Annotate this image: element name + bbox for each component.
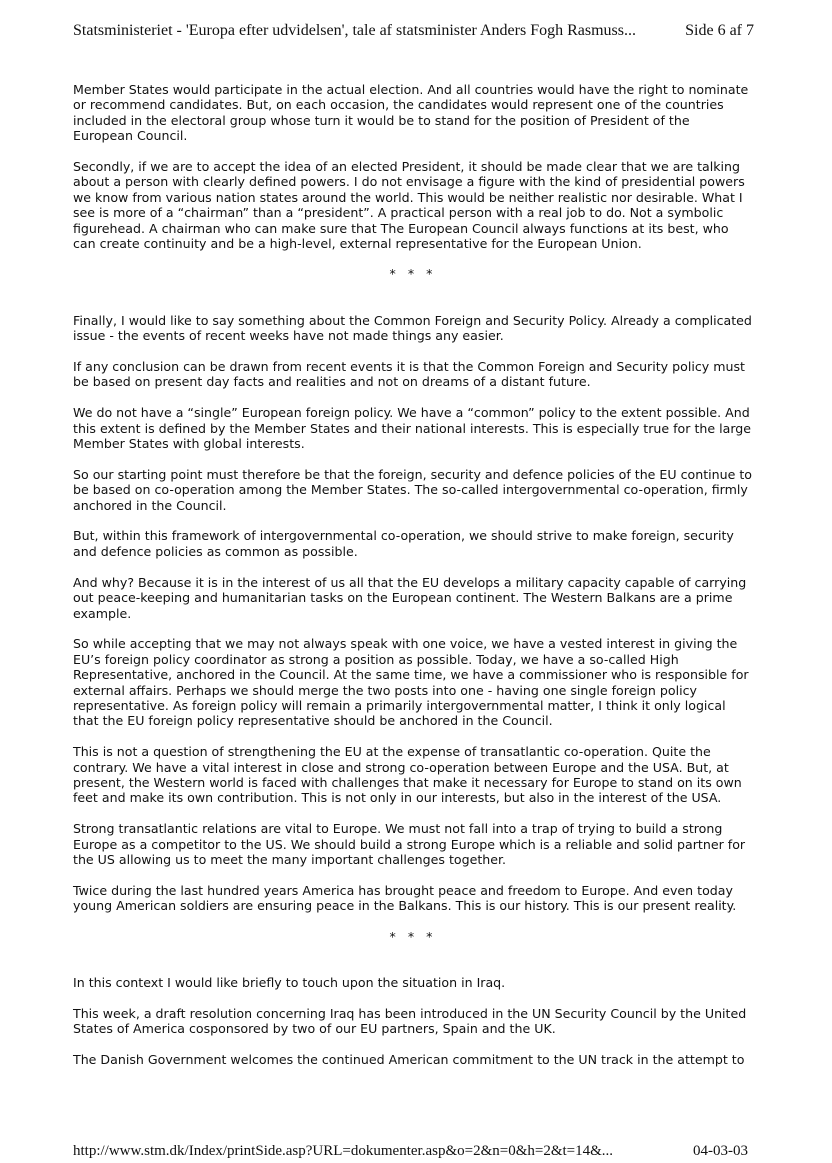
paragraph: But, within this framework of intergovernmental co-operation, we should strive to make foreign, security and defence policies as common as possible. [73,528,734,559]
paragraph: In this context I would like briefly to touch upon the situation in Iraq. [73,974,506,990]
document-title: Statsministeriet - 'Europa efter udvidelsen', tale af statsminister Anders Fogh Rasmuss... [73,22,636,39]
page-number: Side 6 af 7 [685,22,754,39]
paragraph: Twice during the last hundred years America has brought peace and freedom to Europe. And even today young American soldiers are ensuring peace in the Balkans. This is our history. This is our present reality. [73,882,737,914]
section-separator: * * * [389,928,437,944]
paragraph: Finally, I would like to say something about the Common Foreign and Security Policy. Already a complicated issue - the events of recent weeks have not made things any easier. [73,312,752,344]
paragraph: This is not a question of strengthening the EU at the expense of transatlantic co-operation. Quite the contrary. We have a vital interest in close and strong co-operation between Europe and the USA. But, at present, the Western world is faced with challenges that make it necessary for Europe to stand on its own feet and make its own contribution. This is not only in our interests, but also in the interest of the USA. [73,744,742,806]
page-header [73,22,763,44]
paragraph: Secondly, if we are to accept the idea of an elected President, it should be made clear that we are talking about a person with clearly defined powers. I do not envisage a figure with the kind of presidential powers we know from various nation states around the world. This would be neither realistic nor desirable. What I see is more of a “chairman” than a “president”. A practical person with a real job to do. Not a symbolic figurehead. A chairman who can make sure that The European Council always functions at its best, who can create continuity and be a high-level, external representative for the European Union. [73,159,745,252]
source-url: http://www.stm.dk/Index/printSide.asp?URL=dokumenter.asp&o=2&n=0&h=2&t=14&... [73,1143,614,1159]
paragraph: Strong transatlantic relations are vital to Europe. We must not fall into a trap of trying to build a strong Europe as a competitor to the US. We should build a strong Europe which is a reliable and solid partner for the US allowing us to meet the many important challenges together. [73,821,746,867]
document-body [73,82,753,1083]
section-separator: * * * [389,266,437,282]
paragraph: So our starting point must therefore be that the foreign, security and defence policies of the EU continue to be based on co-operation among the Member States. The so-called intergovernmental co-operation, firmly anchored in the Council. [73,466,753,513]
paragraph: If any conclusion can be drawn from recent events it is that the Common Foreign and Security policy must be based on present day facts and realities and not on dreams of a distant future. [73,359,745,390]
paragraph: So while accepting that we may not always speak with one voice, we have a vested interest in giving the EU’s foreign policy coordinator as strong a position as possible. Today, we have a so-called High Representative, anchored in the Council. At the same time, we have a commissioner who is responsible for external affairs. Perhaps we should merge the two posts into one - having one single foreign policy representative. As foreign policy will remain a primarily intergovernmental matter, I think it only logical that the EU foreign policy representative should be anchored in the Council. [73,636,749,729]
paragraph: And why? Because it is in the interest of us all that the EU develops a military capacity capable of carrying out peace-keeping and humanitarian tasks on the European continent. The Western Balkans are a prime example. [73,574,747,621]
paragraph: The Danish Government welcomes the continued American commitment to the UN track in the attempt to [73,1051,745,1067]
paragraph: Member States would participate in the actual election. And all countries would have the right to nominate or recommend candidates. But, on each occasion, the candidates would represent one of the countries included in the electoral group whose turn it would be to stand for the position of President of the European Council. [73,82,749,144]
print-date: 04-03-03 [693,1143,748,1159]
paragraph: We do not have a “single” European foreign policy. We have a “common” policy to the extent possible. And this extent is defined by the Member States and their national interests. This is especially true for the large Member States with global interests. [73,405,752,452]
paragraph: This week, a draft resolution concerning Iraq has been introduced in the UN Security Council by the United States of America cosponsored by two of our EU partners, Spain and the UK. [73,1005,747,1037]
page-footer [73,1143,753,1163]
